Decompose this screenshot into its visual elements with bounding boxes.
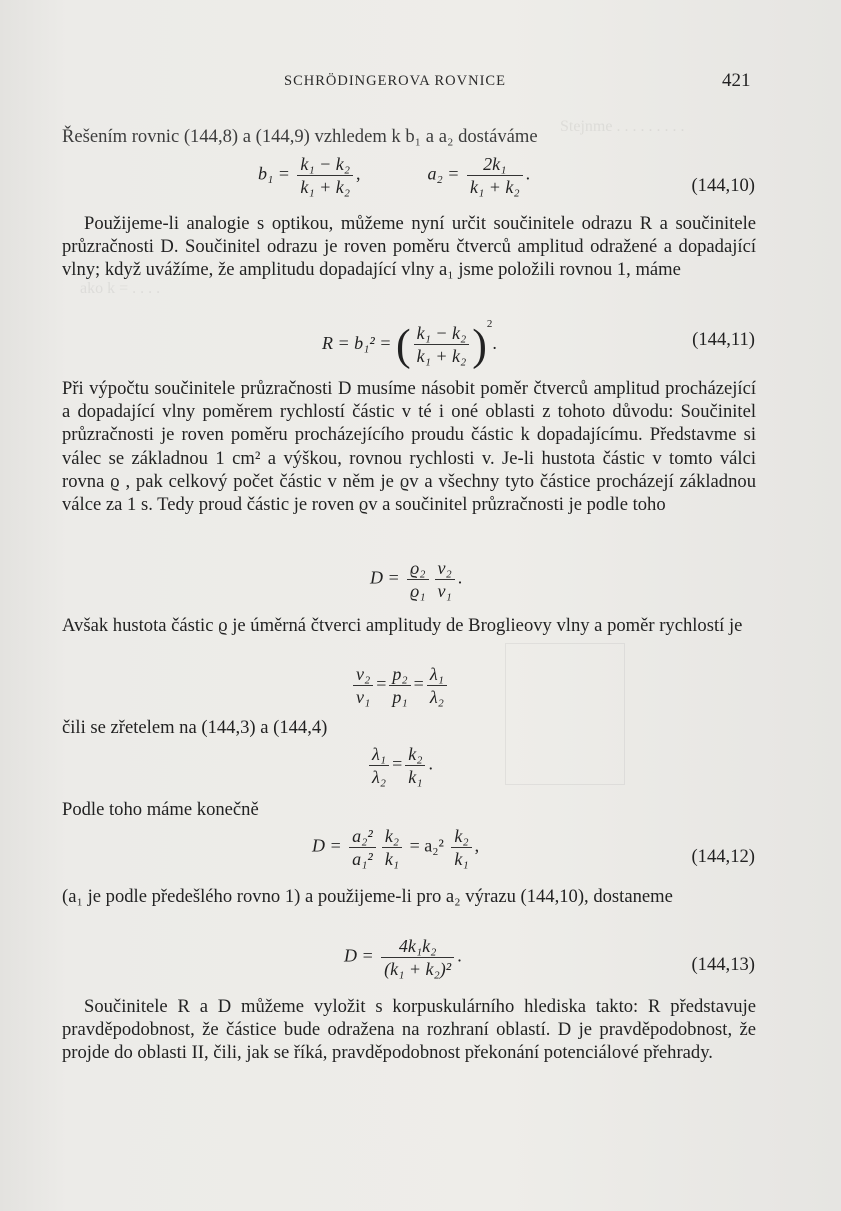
equals-sign: = a₂² [409, 835, 444, 856]
numerator: 4k₁k₂ [381, 936, 454, 958]
paragraph-substitution: (a₁ je podle předešlého rovno 1) a použijeme-li pro a₂ výrazu (144,10), dostaneme [62, 886, 673, 907]
eq-end: . [492, 333, 497, 353]
denominator: k₁ [408, 767, 423, 787]
equals-sign: = [413, 673, 424, 694]
fraction [435, 558, 455, 601]
eq-end: . [457, 567, 463, 588]
fraction [381, 936, 454, 979]
eq-lhs: R = b₁² = [322, 333, 392, 353]
denominator: λ₂ [372, 767, 387, 787]
equation-number: (144,12) [691, 846, 755, 867]
fraction [389, 664, 410, 707]
paragraph-interpretation: Součinitele R a D můžeme vyložit s korpuskulárního hlediska takto: R představuje pravděpodobnost, že částice bude odražena na rozhraní oblastí. D je pravděpodobnost, že projde do oblasti II, čili, jak se říká, pravděpodobnost překonání potenciálové přehrady. [62, 996, 756, 1064]
eq-lhs: D = [370, 567, 400, 588]
denominator: k₁ + k₂ [300, 177, 351, 197]
numerator: v₂ [353, 664, 373, 686]
paragraph-with-respect: čili se zřetelem na (144,3) a (144,4) [62, 717, 328, 738]
denominator: p₁ [392, 687, 408, 707]
show-through-text: Stejnme . . . . . . . . . [560, 118, 685, 135]
equals-sign: = [376, 673, 387, 694]
show-through-text: ako k = . . . . [80, 280, 161, 297]
numerator: 2k₁ [467, 154, 523, 176]
eq-lhs: b₁ = [258, 163, 290, 184]
fraction [369, 744, 389, 787]
show-through-table [505, 643, 625, 785]
equation-number: (144,11) [692, 329, 755, 350]
numerator: v₂ [435, 558, 455, 580]
fraction [353, 664, 373, 707]
fraction [405, 744, 425, 787]
exponent: 2 [486, 318, 493, 330]
numerator: k₂ [451, 826, 471, 848]
paragraph-optics: Použijeme-li analogie s optikou, můžeme nyní určit součinitele odrazu R a součinitele průzračnosti D. Součinitel odrazu je roven poměru čtverců amplitud odražené a dopadající vlny; když uvážíme, že amplitudu dopadající vlny a₁ jsme položili rovnou 1, máme [62, 213, 756, 281]
left-paren: ( [395, 320, 411, 370]
equation-144-13 [344, 936, 462, 979]
denominator: v₁ [437, 581, 452, 601]
denominator: k₁ + k₂ [416, 346, 467, 367]
fraction [467, 154, 523, 197]
numerator: λ₁ [427, 664, 447, 686]
numerator: λ₁ [369, 744, 389, 766]
paragraph-transmission: Při výpočtu součinitele průzračnosti D musíme násobit poměr čtverců amplitud procházející a dopadající vlny poměrem rychlostí částic v té i oné oblasti z tohoto důvodu: Součinitel průzračnosti je roven poměru procházejícího proudu částic k dopadajícímu. Představme si válec se základnou 1 cm² a výškou, rovnou rychlosti v. Je-li hustota částic v tomto válci rovna ϱ , pak celkový počet částic v něm je ϱv a všechny tyto částice procházejí základnou válce za 1 s. Tedy proud částic je roven ϱv a součinitel průzračnosti je podle toho [62, 378, 756, 516]
eq-lhs: D = [344, 945, 374, 966]
fraction [414, 323, 470, 366]
fraction [451, 826, 471, 869]
eq-end: . [525, 163, 531, 184]
numerator: a₂² [349, 826, 376, 848]
page-number: 421 [722, 70, 751, 91]
numerator: p₂ [389, 664, 410, 686]
equation-D-rho [370, 558, 462, 601]
denominator: k₁ [454, 849, 469, 869]
denominator: λ₂ [429, 687, 444, 707]
equals-sign: = [392, 753, 403, 774]
eq-end: . [428, 753, 433, 774]
denominator: a₁² [352, 849, 373, 869]
numerator: k₁ − k₂ [297, 154, 353, 176]
equation-lambda-ratio [366, 744, 433, 787]
numerator: k₂ [382, 826, 402, 848]
equation-velocity-ratio [350, 664, 450, 707]
equation-number: (144,10) [691, 175, 755, 196]
eq-lhs: a₂ = [427, 163, 460, 184]
paragraph-therefore: Podle toho máme konečně [62, 799, 259, 820]
fraction [407, 558, 428, 601]
denominator: v₁ [356, 687, 371, 707]
paragraph-intro: Řešením rovnic (144,8) a (144,9) vzhledem k b₁ a a₂ dostáváme [62, 126, 538, 147]
fraction [349, 826, 376, 869]
eq-separator: , [356, 163, 361, 184]
right-paren: ) [472, 320, 487, 370]
paragraph-density: Avšak hustota částic ϱ je úměrná čtverci amplitudy de Broglieovy vlny a poměr rychlostí je [62, 615, 743, 636]
equation-number: (144,13) [691, 954, 755, 975]
denominator: (k₁ + k₂)² [384, 959, 452, 979]
eq-end: , [474, 835, 480, 856]
denominator: k₁ + k₂ [469, 177, 520, 197]
denominator: ϱ₁ [410, 581, 426, 601]
fraction [382, 826, 402, 869]
eq-lhs: D = [312, 835, 342, 856]
eq-end: . [457, 945, 462, 966]
numerator: k₂ [405, 744, 425, 766]
equation-144-10 [258, 154, 530, 197]
equation-144-11 [322, 318, 497, 370]
running-head: SCHRÖDINGEROVA ROVNICE [284, 73, 506, 89]
fraction [427, 664, 447, 707]
equation-144-12 [312, 826, 479, 869]
numerator: k₁ − k₂ [414, 323, 470, 345]
numerator: ϱ₂ [407, 558, 428, 580]
fraction [297, 154, 353, 197]
denominator: k₁ [384, 849, 400, 869]
